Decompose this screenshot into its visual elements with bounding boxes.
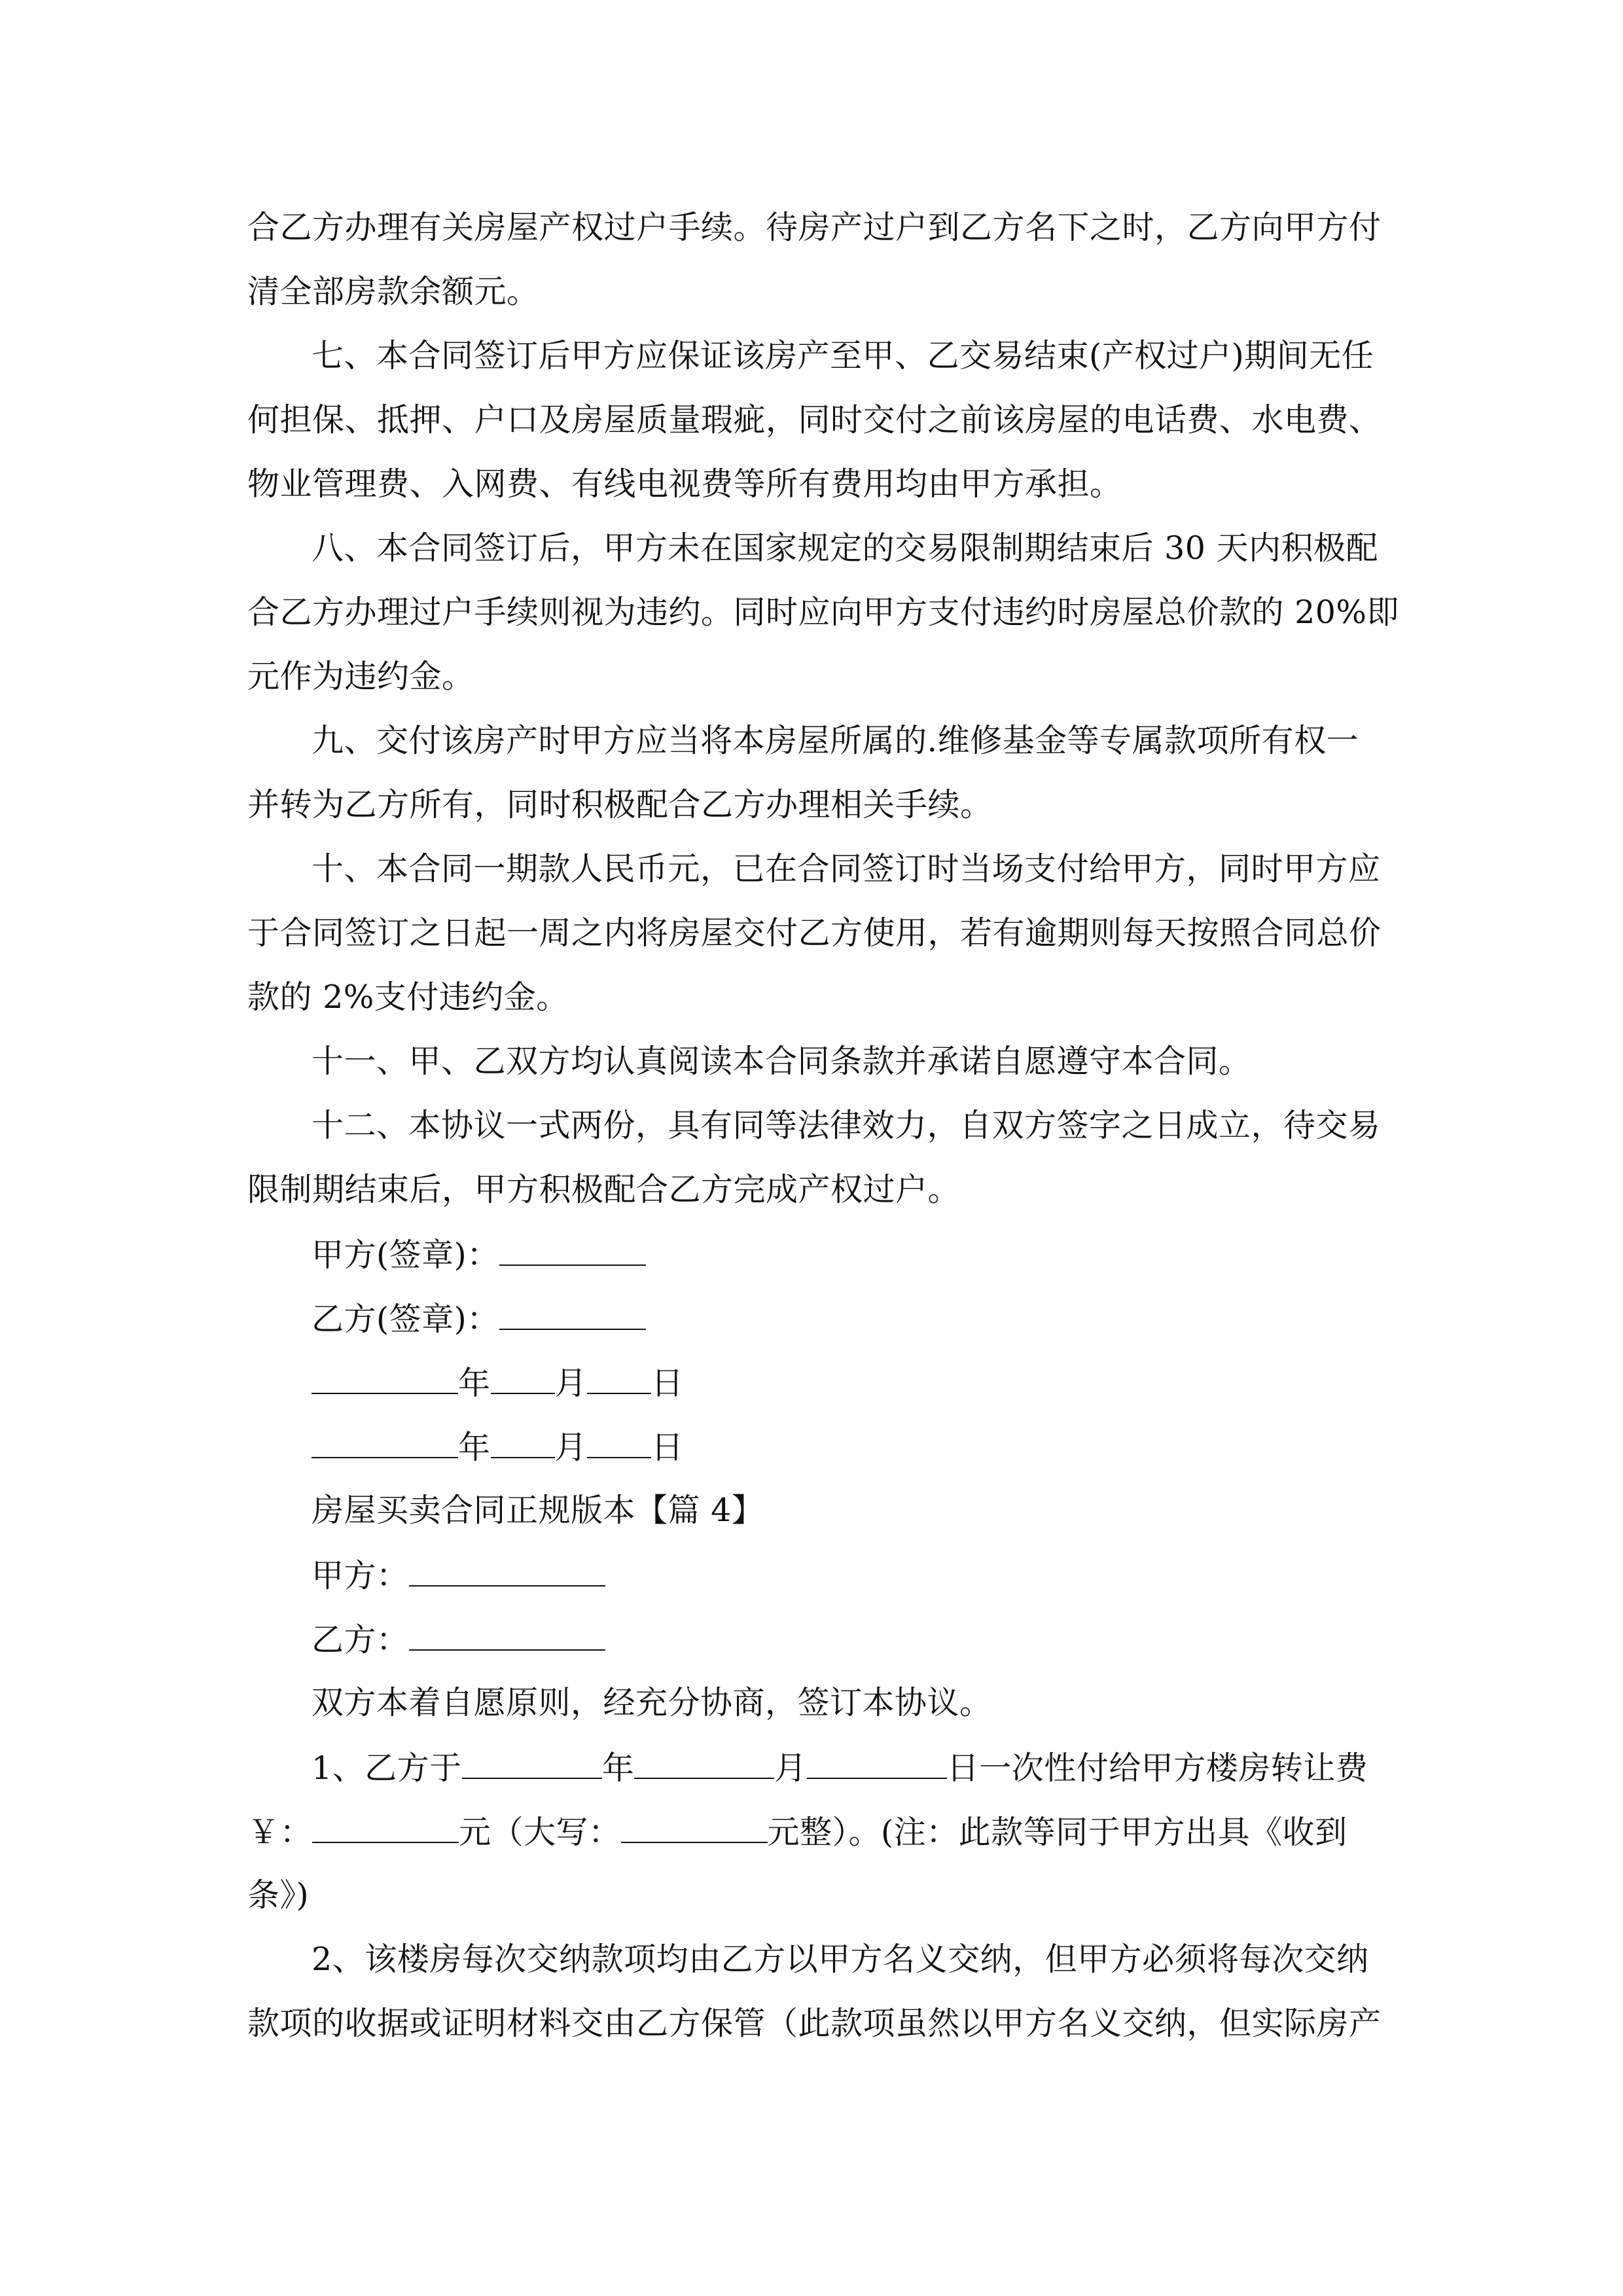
amount-words-blank	[621, 1812, 768, 1843]
clause-9-line: 九、交付该房产时甲方应当将本房屋所属的.维修基金等专属款项所有权一	[312, 722, 1359, 759]
section-title: 房屋买卖合同正规版本【篇 4】	[312, 1492, 764, 1529]
party-b-signature-blank	[499, 1299, 646, 1330]
clause-12-line: 十二、本协议一式两份，具有同等法律效力，自双方签字之日成立，待交易	[312, 1107, 1381, 1144]
body-line: 元作为违约金。	[247, 658, 474, 695]
amount-blank	[312, 1812, 459, 1843]
year-label: 年	[458, 1365, 491, 1402]
clause-2-line: 款项的收据或证明材料交由乙方保管（此款项虽然以甲方名义交纳，但实际房产	[247, 2005, 1382, 2042]
currency-label: ￥：	[247, 1814, 313, 1851]
party-a-label: 甲方：	[312, 1557, 409, 1594]
clause-10-line: 十、本合同一期款人民币元，已在合同签订时当场支付给甲方，同时甲方应	[312, 850, 1381, 888]
year-label: 年	[601, 1749, 635, 1787]
clause-1-end: 条》)	[247, 1876, 310, 1914]
party-b-label: 乙方：	[312, 1621, 409, 1659]
party-a-signature-blank	[499, 1234, 646, 1266]
year-blank	[462, 1748, 602, 1779]
party-a-signature-label: 甲方(签章)：	[312, 1236, 499, 1274]
party-a-signature-line	[312, 1234, 1444, 1275]
party-b-line	[312, 1619, 1444, 1660]
clause-8-line: 八、本合同签订后，甲方未在国家规定的交易限制期结束后 30 天内积极配	[312, 529, 1379, 567]
body-line: 何担保、抵押、户口及房屋质量瑕疵，同时交付之前该房屋的电话费、水电费、	[247, 401, 1382, 439]
day-label: 日	[651, 1365, 684, 1402]
month-label: 月	[554, 1429, 588, 1466]
month-label: 月	[774, 1749, 807, 1787]
body-line: 物业管理费、入网费、有线电视费等所有费用均由甲方承担。	[247, 465, 1122, 503]
day-label: 日	[651, 1429, 684, 1466]
clause-7-line: 七、本合同签订后甲方应保证该房产至甲、乙交易结束(产权过户)期间无任	[312, 337, 1374, 374]
day-blank	[587, 1427, 651, 1458]
body-line: 款的 2%支付违约金。	[247, 978, 569, 1016]
body-line: 清全部房款余额元。	[247, 273, 539, 310]
clause-1-amount-line	[247, 1812, 1380, 1852]
party-b-blank	[409, 1619, 605, 1651]
body-line: 合乙方办理有关房屋产权过户手续。待房产过户到乙方名下之时，乙方向甲方付	[247, 209, 1382, 246]
party-b-signature-line	[312, 1299, 1444, 1339]
year-blank	[312, 1363, 458, 1394]
month-blank	[491, 1427, 555, 1458]
intro-line: 双方本着自愿原则，经充分协商，签订本协议。	[312, 1684, 992, 1721]
party-b-signature-label: 乙方(签章)：	[312, 1300, 499, 1338]
month-blank	[491, 1363, 555, 1394]
year-label: 年	[458, 1429, 491, 1466]
body-line: 合乙方办理过户手续则视为违约。同时应向甲方支付违约时房屋总价款的 20%即	[247, 594, 1399, 631]
month-blank	[634, 1748, 774, 1779]
party-a-blank	[409, 1555, 605, 1587]
date-line-a	[312, 1363, 1444, 1403]
date-line-b	[312, 1427, 1444, 1467]
clause-1-whole: 元整）。(注：此款等同于甲方出具《收到	[767, 1814, 1347, 1851]
clause-1-prefix: 1、乙方于	[312, 1749, 462, 1787]
body-line: 并转为乙方所有，同时积极配合乙方办理相关手续。	[247, 786, 993, 823]
clause-11-line: 十一、甲、乙双方均认真阅读本合同条款并承诺自愿遵守本合同。	[312, 1043, 1251, 1080]
body-line: 于合同签订之日起一周之内将房屋交付乙方使用，若有逾期则每天按照合同总价	[247, 914, 1382, 952]
clause-1-line	[312, 1748, 1444, 1788]
month-label: 月	[554, 1365, 588, 1402]
clause-1-mid: 日一次性付给甲方楼房转让费	[946, 1749, 1368, 1787]
yuan-label: 元（大写：	[459, 1814, 621, 1851]
clause-2-line: 2、该楼房每次交纳款项均由乙方以甲方名义交纳，但甲方必须将每次交纳	[312, 1941, 1369, 1978]
day-blank	[807, 1748, 947, 1779]
year-blank	[312, 1427, 458, 1458]
party-a-line	[312, 1555, 1444, 1596]
body-line: 限制期结束后，甲方积极配合乙方完成产权过户。	[247, 1171, 961, 1208]
day-blank	[587, 1363, 651, 1394]
